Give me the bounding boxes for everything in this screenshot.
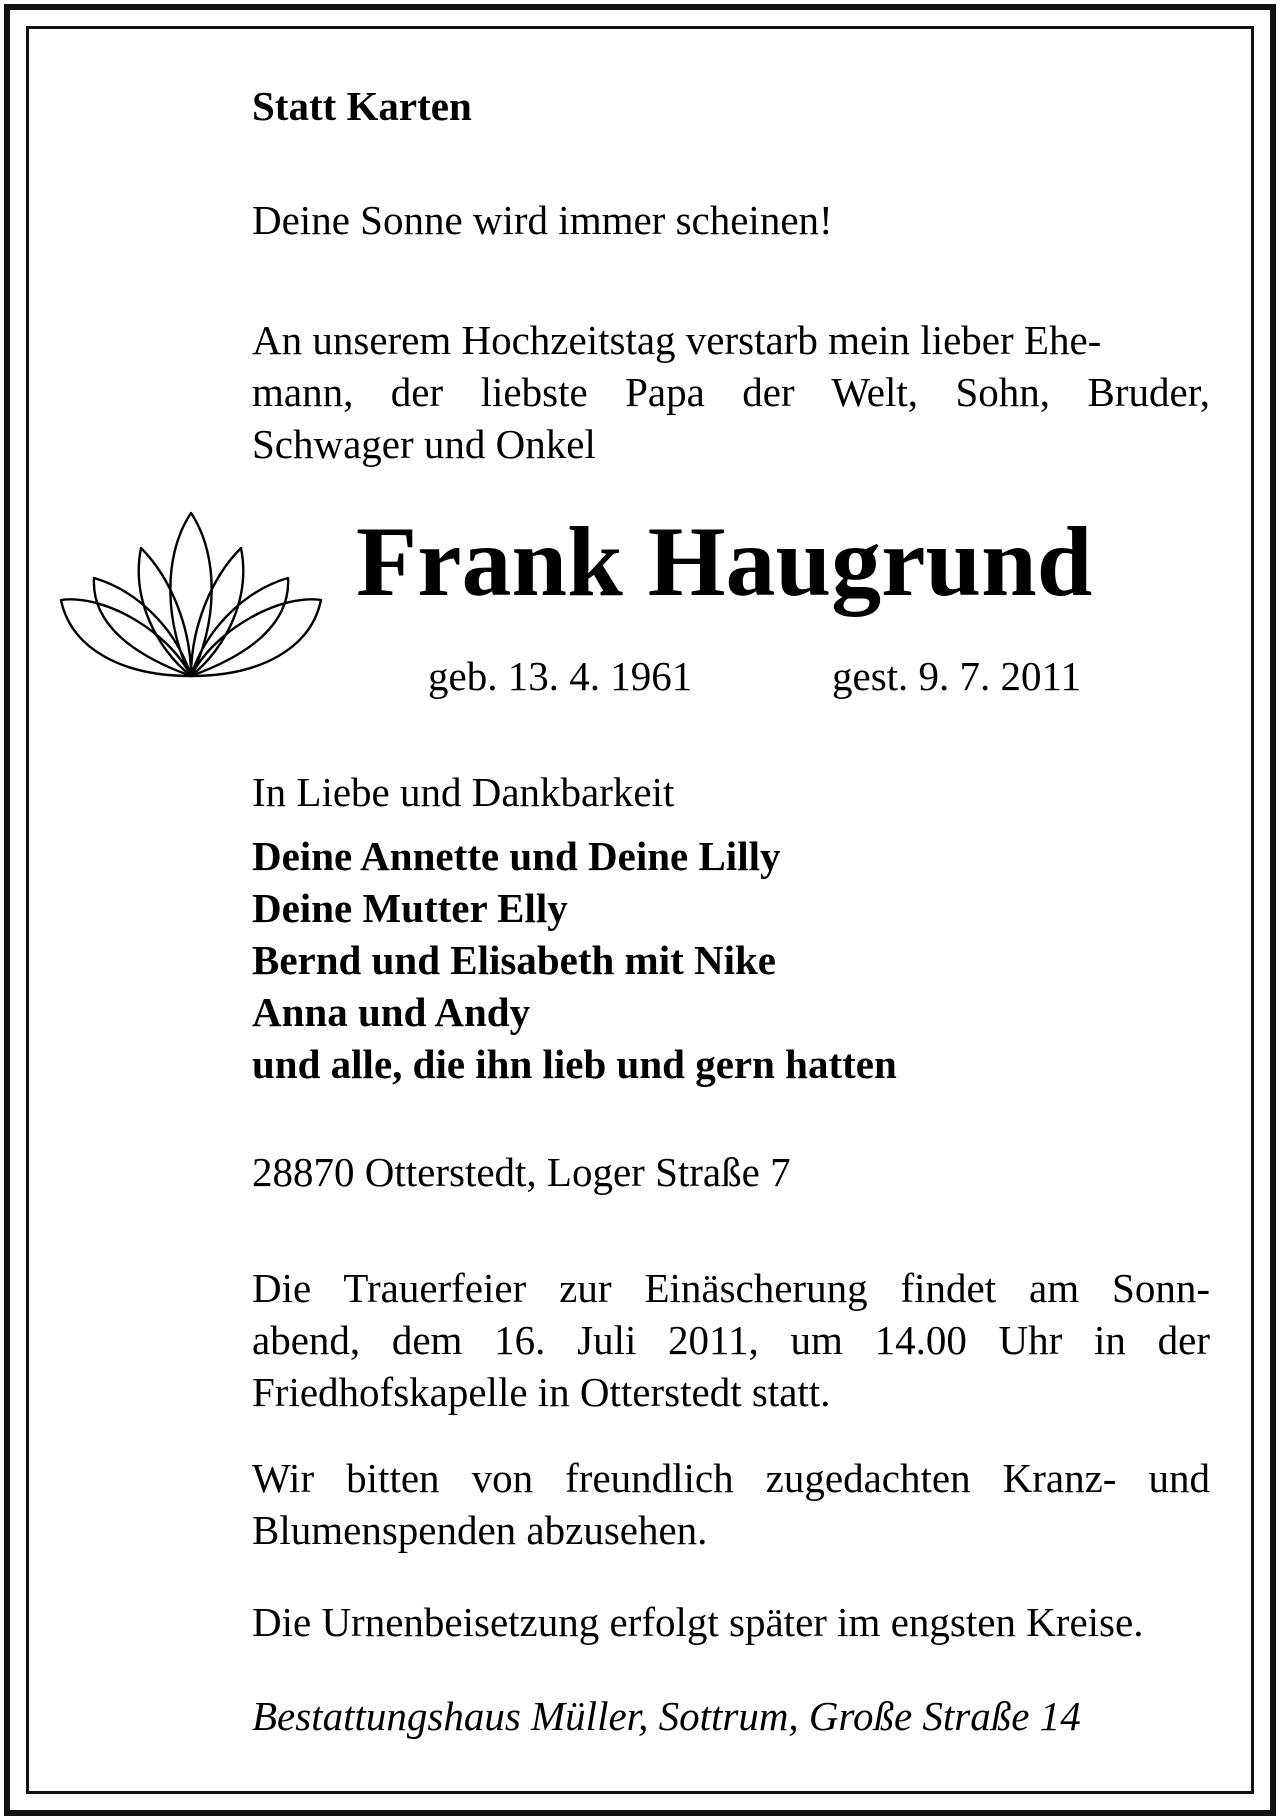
- ceremony-line-3: Friedhofskapelle in Otterstedt statt.: [252, 1369, 831, 1415]
- header-statt-karten: Statt Karten: [252, 83, 472, 129]
- closing-line: In Liebe und Dankbarkeit: [252, 769, 675, 815]
- intro-line-2: mann, der liebste Papa der Welt, Sohn, Bruder,: [252, 369, 1210, 415]
- motto: Deine Sonne wird immer scheinen!: [252, 197, 833, 243]
- family-line: Deine Annette und Deine Lilly: [252, 833, 781, 879]
- undertaker: Bestattungshaus Müller, Sottrum, Große Straße 14: [252, 1693, 1081, 1739]
- death-date: gest. 9. 7. 2011: [832, 653, 1082, 699]
- ceremony-text: [252, 1262, 1210, 1418]
- urn-text: Die Urnenbeisetzung erfolgt später im engsten Kreise.: [252, 1599, 1144, 1645]
- ceremony-line-2: abend, dem 16. Juli 2011, um 14.00 Uhr in der: [252, 1317, 1210, 1363]
- address: 28870 Otterstedt, Loger Straße 7: [252, 1149, 791, 1195]
- ceremony-line-1: Die Trauerfeier zur Einäscherung findet am Sonn-: [252, 1265, 1210, 1311]
- lotus-icon: [56, 508, 326, 678]
- flowers-text: Wir bitten von freundlich zugedachten Kranz- und Blumenspenden abzusehen.: [252, 1455, 1210, 1553]
- family-line: Anna und Andy: [252, 989, 531, 1035]
- deceased-name: Frank Haugrund: [356, 506, 1093, 617]
- intro-line-3: Schwager und Onkel: [252, 421, 596, 467]
- family-list: [252, 830, 1232, 1090]
- family-line: Deine Mutter Elly: [252, 885, 568, 931]
- family-line: Bernd und Elisabeth mit Nike: [252, 937, 776, 983]
- birth-date: geb. 13. 4. 1961: [428, 653, 693, 699]
- intro-line-1: An unserem Hochzeitstag verstarb mein lieber Ehe-: [252, 317, 1102, 363]
- intro-text: [252, 314, 1210, 470]
- family-line: und alle, die ihn lieb und gern hatten: [252, 1041, 897, 1087]
